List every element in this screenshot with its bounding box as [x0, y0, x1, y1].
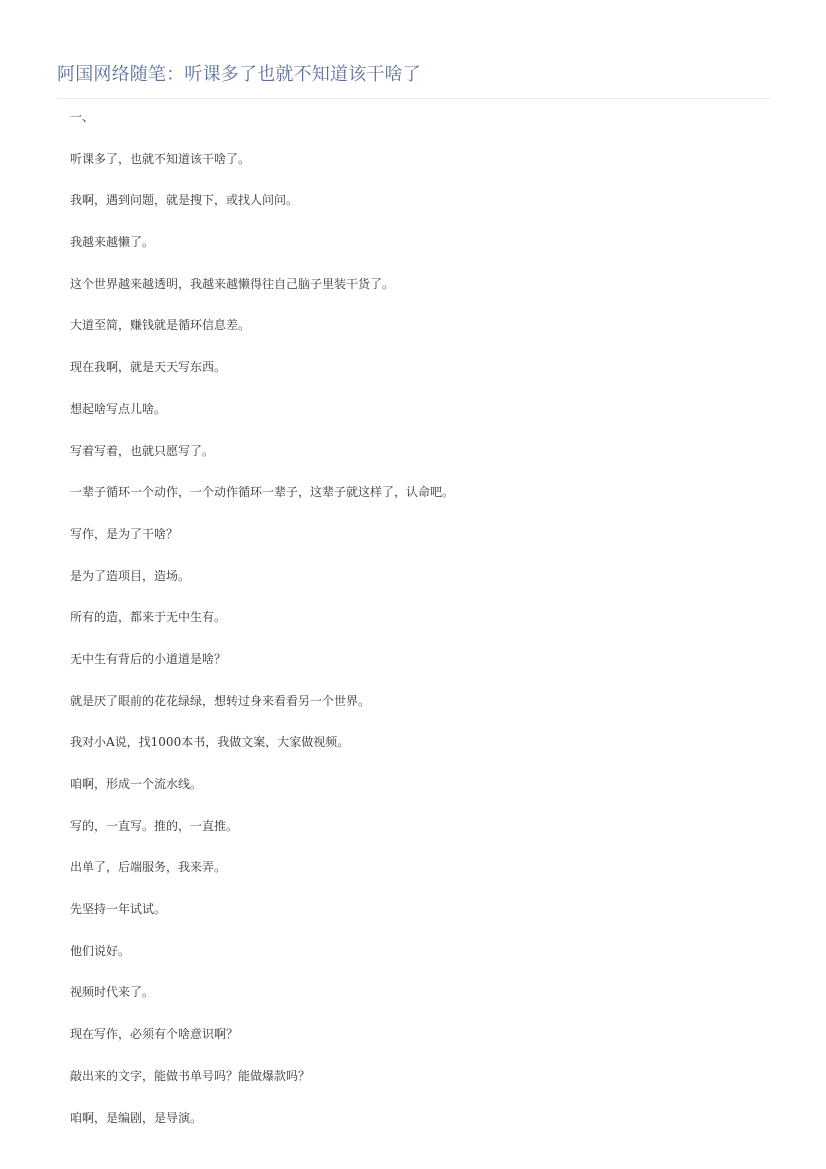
article-paragraph: 这个世界越来越透明，我越来越懒得往自己脑子里装干货了。 — [70, 276, 395, 291]
article-paragraph: 出单了，后端服务，我来弄。 — [70, 860, 227, 875]
article-paragraph: 就是厌了眼前的花花绿绿，想转过身来看看另一个世界。 — [70, 693, 371, 708]
article-paragraph: 写着写着，也就只愿写了。 — [70, 443, 215, 458]
article-paragraph: 咱啊，是编剧，是导演。 — [70, 1110, 203, 1125]
article-paragraph: 所有的造，都来于无中生有。 — [70, 610, 227, 625]
article-paragraph: 视频时代来了。 — [70, 985, 155, 1000]
article-paragraph: 写的，一直写。推的，一直推。 — [70, 818, 239, 833]
article-paragraph: 咱啊，形成一个流水线。 — [70, 777, 203, 791]
article-paragraph: 敲出来的文字，能做书单号吗？能做爆款吗？ — [70, 1068, 311, 1083]
article-paragraph: 他们说好。 — [70, 943, 131, 958]
article-paragraph: 大道至简，赚钱就是循环信息差。 — [70, 318, 251, 333]
article-paragraph: 我越来越懒了。 — [70, 235, 155, 250]
article-paragraph: 先坚持一年试试。 — [70, 902, 167, 917]
article-paragraph: 写作，是为了干啥？ — [70, 526, 179, 541]
article-paragraph: 一辈子循环一个动作，一个动作循环一辈子，这辈子就这样了，认命吧。 — [70, 485, 455, 500]
article-paragraph: 现在我啊，就是天天写东西。 — [70, 360, 227, 375]
title-divider — [57, 98, 770, 99]
article-paragraph: 一、 — [70, 110, 95, 124]
article-paragraph: 现在写作，必须有个啥意识啊？ — [70, 1027, 239, 1042]
article-body — [70, 108, 770, 1150]
article-paragraph: 是为了造项目，造场。 — [70, 568, 191, 583]
article-title: 阿国网络随笔：听课多了也就不知道该干啥了 — [57, 64, 421, 85]
article-paragraph: 听课多了，也就不知道该干啥了。 — [70, 151, 251, 166]
article-paragraph: 我啊，遇到问题，就是搜下，或找人问问。 — [70, 193, 299, 208]
article-paragraph: 无中生有背后的小道道是啥？ — [70, 651, 227, 666]
article-paragraph: 我对小A说，找1000本书，我做文案，大家做视频。 — [70, 735, 350, 750]
article-paragraph: 想起啥写点儿啥。 — [70, 401, 167, 416]
